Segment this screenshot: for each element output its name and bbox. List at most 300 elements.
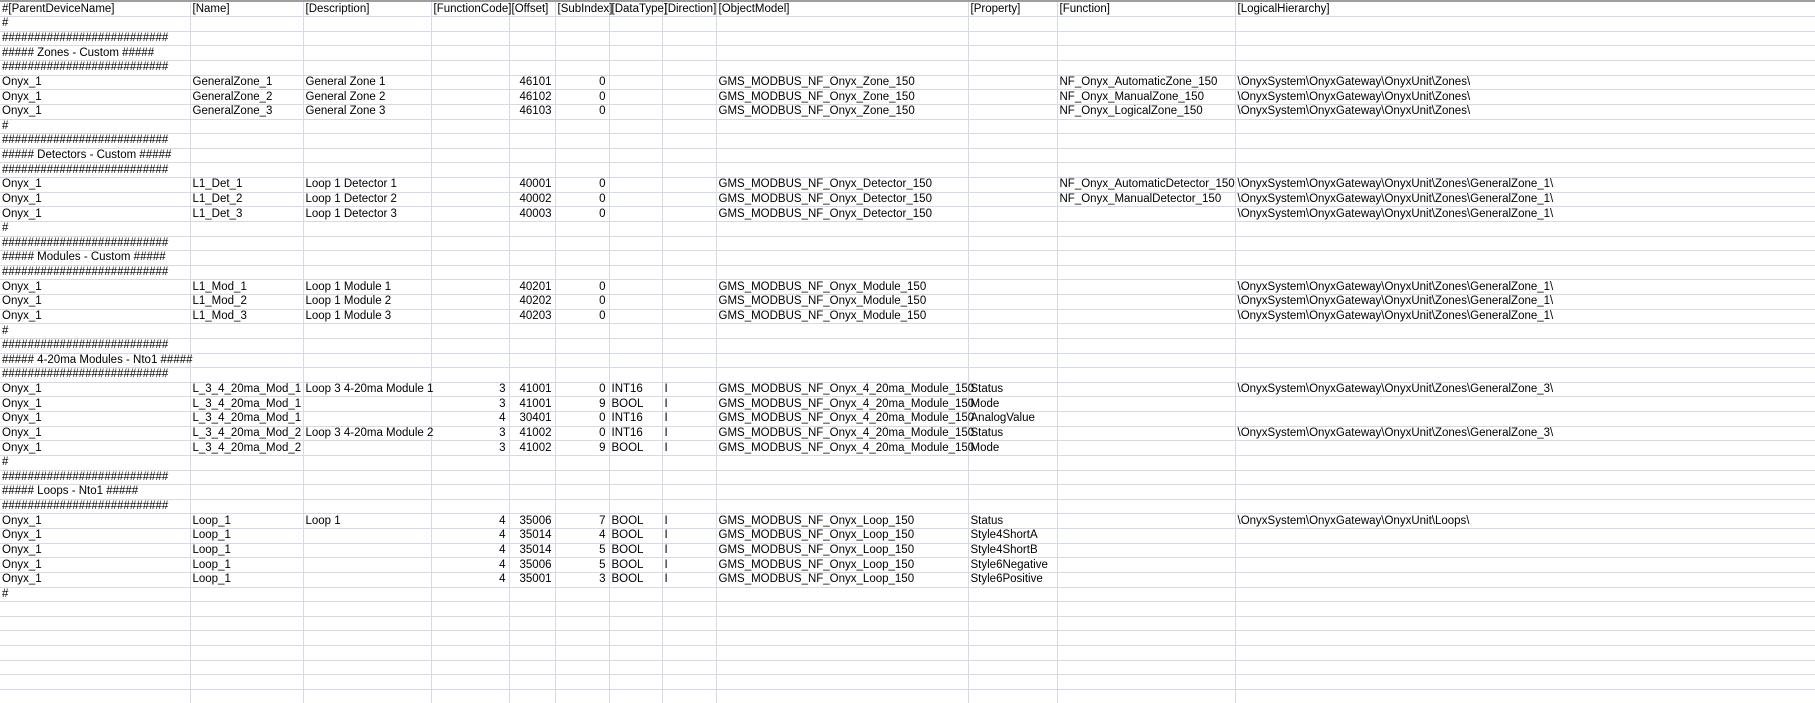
cell[interactable] xyxy=(968,689,1057,703)
cell[interactable] xyxy=(509,602,555,617)
cell[interactable] xyxy=(968,587,1057,602)
cell[interactable]: 0 xyxy=(555,90,609,105)
cell[interactable]: # xyxy=(0,17,190,32)
cell[interactable]: \OnyxSystem\OnyxGateway\OnyxUnit\Zones\ xyxy=(1235,104,1815,119)
cell[interactable]: 4 xyxy=(431,558,509,573)
cell[interactable]: 0 xyxy=(555,426,609,441)
cell[interactable] xyxy=(509,17,555,32)
cell[interactable]: Status xyxy=(968,514,1057,529)
cell[interactable] xyxy=(303,221,431,236)
cell[interactable] xyxy=(1057,455,1235,470)
cell[interactable] xyxy=(303,660,431,675)
cell[interactable] xyxy=(190,660,303,675)
cell[interactable] xyxy=(662,295,716,310)
cell[interactable]: Onyx_1 xyxy=(0,280,190,295)
cell[interactable]: BOOL xyxy=(609,543,662,558)
cell[interactable] xyxy=(662,207,716,222)
cell[interactable] xyxy=(190,134,303,149)
cell[interactable] xyxy=(1235,455,1815,470)
cell[interactable]: 4 xyxy=(555,529,609,544)
cell[interactable] xyxy=(303,631,431,646)
cell[interactable] xyxy=(609,602,662,617)
cell[interactable]: \OnyxSystem\OnyxGateway\OnyxUnit\Zones\GeneralZone_3\ xyxy=(1235,426,1815,441)
cell[interactable] xyxy=(968,616,1057,631)
cell[interactable] xyxy=(609,587,662,602)
cell[interactable] xyxy=(190,368,303,383)
cell[interactable] xyxy=(190,675,303,690)
cell[interactable] xyxy=(303,689,431,703)
cell[interactable]: BOOL xyxy=(609,529,662,544)
cell[interactable] xyxy=(1235,368,1815,383)
cell[interactable] xyxy=(662,455,716,470)
cell[interactable] xyxy=(1057,397,1235,412)
cell[interactable]: \OnyxSystem\OnyxGateway\OnyxUnit\Zones\GeneralZone_1\ xyxy=(1235,207,1815,222)
cell[interactable] xyxy=(716,602,968,617)
cell[interactable] xyxy=(509,689,555,703)
cell[interactable]: ########################## xyxy=(0,265,190,280)
cell[interactable] xyxy=(431,368,509,383)
cell[interactable] xyxy=(303,338,431,353)
cell[interactable] xyxy=(555,221,609,236)
cell[interactable] xyxy=(509,31,555,46)
cell[interactable]: 35006 xyxy=(509,514,555,529)
cell[interactable] xyxy=(1235,46,1815,61)
cell[interactable] xyxy=(1057,441,1235,456)
cell[interactable] xyxy=(1235,558,1815,573)
cell[interactable] xyxy=(716,675,968,690)
cell[interactable] xyxy=(303,558,431,573)
cell[interactable] xyxy=(509,499,555,514)
cell[interactable] xyxy=(968,353,1057,368)
cell[interactable] xyxy=(1057,31,1235,46)
cell[interactable] xyxy=(1057,207,1235,222)
cell[interactable] xyxy=(662,163,716,178)
cell[interactable]: INT16 xyxy=(609,382,662,397)
cell[interactable] xyxy=(431,178,509,193)
cell[interactable] xyxy=(1057,119,1235,134)
header-cell[interactable]: [SubIndex] xyxy=(555,2,609,17)
cell[interactable] xyxy=(1235,17,1815,32)
cell[interactable] xyxy=(609,265,662,280)
cell[interactable]: NF_Onyx_AutomaticDetector_150 xyxy=(1057,178,1235,193)
cell[interactable] xyxy=(1057,543,1235,558)
cell[interactable] xyxy=(431,46,509,61)
cell[interactable] xyxy=(716,338,968,353)
cell[interactable] xyxy=(968,265,1057,280)
cell[interactable]: Loop 1 Module 1 xyxy=(303,280,431,295)
cell[interactable]: L_3_4_20ma_Mod_1 xyxy=(190,412,303,427)
cell[interactable] xyxy=(555,470,609,485)
cell[interactable] xyxy=(555,251,609,266)
cell[interactable]: 3 xyxy=(431,397,509,412)
cell[interactable]: GMS_MODBUS_NF_Onyx_4_20ma_Module_150 xyxy=(716,426,968,441)
cell[interactable] xyxy=(968,602,1057,617)
cell[interactable] xyxy=(431,17,509,32)
cell[interactable] xyxy=(1057,660,1235,675)
cell[interactable] xyxy=(555,660,609,675)
cell[interactable]: Loop 1 Detector 2 xyxy=(303,192,431,207)
cell[interactable] xyxy=(1057,382,1235,397)
cell[interactable]: 0 xyxy=(555,178,609,193)
cell[interactable] xyxy=(662,499,716,514)
cell[interactable] xyxy=(509,675,555,690)
cell[interactable] xyxy=(431,324,509,339)
cell[interactable]: Loop_1 xyxy=(190,558,303,573)
cell[interactable]: Loop_1 xyxy=(190,572,303,587)
cell[interactable]: I xyxy=(662,397,716,412)
cell[interactable] xyxy=(509,470,555,485)
cell[interactable] xyxy=(303,646,431,661)
cell[interactable] xyxy=(968,46,1057,61)
cell[interactable] xyxy=(303,17,431,32)
cell[interactable] xyxy=(1235,236,1815,251)
cell[interactable]: General Zone 2 xyxy=(303,90,431,105)
cell[interactable] xyxy=(609,178,662,193)
cell[interactable] xyxy=(716,368,968,383)
cell[interactable] xyxy=(609,236,662,251)
cell[interactable]: Onyx_1 xyxy=(0,426,190,441)
cell[interactable]: ########################## xyxy=(0,134,190,149)
cell[interactable] xyxy=(609,90,662,105)
cell[interactable]: I xyxy=(662,529,716,544)
cell[interactable] xyxy=(509,46,555,61)
cell[interactable] xyxy=(431,134,509,149)
cell[interactable] xyxy=(303,353,431,368)
cell[interactable]: 0 xyxy=(555,75,609,90)
cell[interactable] xyxy=(431,236,509,251)
cell[interactable] xyxy=(662,470,716,485)
cell[interactable]: # xyxy=(0,455,190,470)
cell[interactable] xyxy=(1235,631,1815,646)
cell[interactable]: BOOL xyxy=(609,514,662,529)
header-cell[interactable]: [Function] xyxy=(1057,2,1235,17)
cell[interactable] xyxy=(968,485,1057,500)
cell[interactable] xyxy=(431,221,509,236)
cell[interactable] xyxy=(968,61,1057,76)
cell[interactable]: 40001 xyxy=(509,178,555,193)
cell[interactable]: BOOL xyxy=(609,558,662,573)
cell[interactable] xyxy=(968,280,1057,295)
cell[interactable] xyxy=(662,236,716,251)
cell[interactable]: 4 xyxy=(431,529,509,544)
cell[interactable]: 3 xyxy=(431,441,509,456)
cell[interactable]: Onyx_1 xyxy=(0,295,190,310)
cell[interactable] xyxy=(1235,353,1815,368)
cell[interactable] xyxy=(431,455,509,470)
cell[interactable] xyxy=(1057,602,1235,617)
cell[interactable] xyxy=(1235,441,1815,456)
cell[interactable] xyxy=(1235,543,1815,558)
cell[interactable]: GMS_MODBUS_NF_Onyx_4_20ma_Module_150 xyxy=(716,412,968,427)
cell[interactable] xyxy=(303,265,431,280)
cell[interactable]: 3 xyxy=(431,426,509,441)
cell[interactable] xyxy=(431,148,509,163)
cell[interactable] xyxy=(555,265,609,280)
cell[interactable]: GMS_MODBUS_NF_Onyx_Loop_150 xyxy=(716,543,968,558)
cell[interactable] xyxy=(662,192,716,207)
cell[interactable] xyxy=(1235,31,1815,46)
cell[interactable] xyxy=(662,221,716,236)
cell[interactable] xyxy=(303,368,431,383)
cell[interactable]: I xyxy=(662,412,716,427)
cell[interactable] xyxy=(609,46,662,61)
cell[interactable]: Loop 1 Detector 3 xyxy=(303,207,431,222)
cell[interactable]: 30401 xyxy=(509,412,555,427)
cell[interactable] xyxy=(662,689,716,703)
cell[interactable] xyxy=(555,689,609,703)
cell[interactable] xyxy=(609,295,662,310)
cell[interactable] xyxy=(716,221,968,236)
cell[interactable] xyxy=(968,163,1057,178)
cell[interactable] xyxy=(303,119,431,134)
cell[interactable] xyxy=(609,221,662,236)
cell[interactable] xyxy=(509,485,555,500)
cell[interactable] xyxy=(662,616,716,631)
cell[interactable] xyxy=(716,616,968,631)
cell[interactable] xyxy=(716,353,968,368)
cell[interactable]: \OnyxSystem\OnyxGateway\OnyxUnit\Zones\GeneralZone_1\ xyxy=(1235,192,1815,207)
cell[interactable] xyxy=(303,251,431,266)
cell[interactable]: AnalogValue xyxy=(968,412,1057,427)
cell[interactable]: 0 xyxy=(555,104,609,119)
cell[interactable] xyxy=(1057,572,1235,587)
cell[interactable] xyxy=(716,163,968,178)
cell[interactable]: 0 xyxy=(555,192,609,207)
cell[interactable]: GMS_MODBUS_NF_Onyx_Loop_150 xyxy=(716,529,968,544)
cell[interactable]: GMS_MODBUS_NF_Onyx_Module_150 xyxy=(716,280,968,295)
cell[interactable]: 3 xyxy=(555,572,609,587)
cell[interactable] xyxy=(968,104,1057,119)
cell[interactable] xyxy=(968,251,1057,266)
cell[interactable] xyxy=(190,485,303,500)
cell[interactable]: Onyx_1 xyxy=(0,441,190,456)
cell[interactable] xyxy=(716,470,968,485)
cell[interactable] xyxy=(431,207,509,222)
cell[interactable] xyxy=(1057,646,1235,661)
cell[interactable] xyxy=(1057,46,1235,61)
cell[interactable] xyxy=(303,470,431,485)
cell[interactable] xyxy=(555,646,609,661)
cell[interactable] xyxy=(1235,163,1815,178)
cell[interactable] xyxy=(662,61,716,76)
cell[interactable] xyxy=(509,660,555,675)
cell[interactable] xyxy=(968,119,1057,134)
cell[interactable] xyxy=(1057,280,1235,295)
cell[interactable]: Loop 1 xyxy=(303,514,431,529)
cell[interactable] xyxy=(509,119,555,134)
cell[interactable] xyxy=(555,163,609,178)
cell[interactable] xyxy=(716,119,968,134)
cell[interactable] xyxy=(555,148,609,163)
cell[interactable] xyxy=(716,148,968,163)
cell[interactable] xyxy=(1235,499,1815,514)
cell[interactable]: Onyx_1 xyxy=(0,75,190,90)
cell[interactable] xyxy=(968,148,1057,163)
cell[interactable]: Style4ShortA xyxy=(968,529,1057,544)
cell[interactable] xyxy=(968,324,1057,339)
cell[interactable]: L_3_4_20ma_Mod_2 xyxy=(190,426,303,441)
cell[interactable]: L1_Mod_2 xyxy=(190,295,303,310)
cell[interactable] xyxy=(431,31,509,46)
cell[interactable] xyxy=(1235,265,1815,280)
cell[interactable] xyxy=(662,485,716,500)
cell[interactable] xyxy=(968,75,1057,90)
cell[interactable] xyxy=(609,353,662,368)
cell[interactable]: 9 xyxy=(555,397,609,412)
cell[interactable] xyxy=(662,646,716,661)
cell[interactable] xyxy=(1057,61,1235,76)
cell[interactable]: GMS_MODBUS_NF_Onyx_Loop_150 xyxy=(716,558,968,573)
cell[interactable] xyxy=(716,265,968,280)
cell[interactable]: \OnyxSystem\OnyxGateway\OnyxUnit\Zones\GeneralZone_1\ xyxy=(1235,178,1815,193)
cell[interactable] xyxy=(431,192,509,207)
cell[interactable]: Style6Positive xyxy=(968,572,1057,587)
cell[interactable]: Onyx_1 xyxy=(0,309,190,324)
cell[interactable] xyxy=(968,221,1057,236)
cell[interactable]: GMS_MODBUS_NF_Onyx_4_20ma_Module_150 xyxy=(716,441,968,456)
cell[interactable] xyxy=(1057,499,1235,514)
cell[interactable] xyxy=(968,178,1057,193)
cell[interactable]: # xyxy=(0,587,190,602)
cell[interactable]: Onyx_1 xyxy=(0,412,190,427)
cell[interactable] xyxy=(190,163,303,178)
cell[interactable] xyxy=(190,236,303,251)
cell[interactable] xyxy=(509,251,555,266)
cell[interactable]: Onyx_1 xyxy=(0,104,190,119)
cell[interactable] xyxy=(1057,265,1235,280)
cell[interactable] xyxy=(431,485,509,500)
cell[interactable]: I xyxy=(662,426,716,441)
header-cell[interactable]: [LogicalHierarchy] xyxy=(1235,2,1815,17)
cell[interactable]: \OnyxSystem\OnyxGateway\OnyxUnit\Zones\ xyxy=(1235,90,1815,105)
cell[interactable]: 40003 xyxy=(509,207,555,222)
cell[interactable] xyxy=(555,46,609,61)
cell[interactable] xyxy=(509,353,555,368)
cell[interactable] xyxy=(1057,470,1235,485)
cell[interactable] xyxy=(662,602,716,617)
cell[interactable]: INT16 xyxy=(609,426,662,441)
cell[interactable] xyxy=(303,602,431,617)
cell[interactable] xyxy=(1235,675,1815,690)
cell[interactable] xyxy=(509,148,555,163)
cell[interactable] xyxy=(431,689,509,703)
cell[interactable] xyxy=(431,265,509,280)
cell[interactable]: \OnyxSystem\OnyxGateway\OnyxUnit\Zones\ xyxy=(1235,75,1815,90)
cell[interactable] xyxy=(1235,119,1815,134)
cell[interactable] xyxy=(190,587,303,602)
cell[interactable] xyxy=(662,17,716,32)
cell[interactable] xyxy=(609,119,662,134)
cell[interactable] xyxy=(431,61,509,76)
cell[interactable]: I xyxy=(662,572,716,587)
cell[interactable]: # xyxy=(0,119,190,134)
cell[interactable] xyxy=(303,412,431,427)
cell[interactable] xyxy=(1057,514,1235,529)
cell[interactable] xyxy=(1235,689,1815,703)
cell[interactable] xyxy=(190,31,303,46)
cell[interactable] xyxy=(0,631,190,646)
cell[interactable]: ########################## xyxy=(0,163,190,178)
cell[interactable] xyxy=(662,134,716,149)
cell[interactable]: 0 xyxy=(555,295,609,310)
cell[interactable] xyxy=(303,529,431,544)
cell[interactable] xyxy=(609,207,662,222)
cell[interactable] xyxy=(968,646,1057,661)
cell[interactable] xyxy=(662,265,716,280)
cell[interactable] xyxy=(609,485,662,500)
cell[interactable]: 4 xyxy=(431,514,509,529)
cell[interactable] xyxy=(716,46,968,61)
cell[interactable] xyxy=(190,221,303,236)
cell[interactable] xyxy=(509,265,555,280)
cell[interactable]: 40203 xyxy=(509,309,555,324)
cell[interactable] xyxy=(662,675,716,690)
cell[interactable]: GMS_MODBUS_NF_Onyx_Zone_150 xyxy=(716,75,968,90)
cell[interactable] xyxy=(190,646,303,661)
cell[interactable] xyxy=(303,572,431,587)
cell[interactable]: 0 xyxy=(555,412,609,427)
cell[interactable] xyxy=(609,104,662,119)
cell[interactable] xyxy=(303,455,431,470)
cell[interactable] xyxy=(303,587,431,602)
cell[interactable] xyxy=(716,587,968,602)
cell[interactable]: GeneralZone_3 xyxy=(190,104,303,119)
cell[interactable]: L1_Mod_1 xyxy=(190,280,303,295)
cell[interactable] xyxy=(1057,236,1235,251)
cell[interactable]: 46103 xyxy=(509,104,555,119)
cell[interactable] xyxy=(190,338,303,353)
cell[interactable]: Loop 3 4-20ma Module 1 xyxy=(303,382,431,397)
cell[interactable] xyxy=(968,295,1057,310)
header-cell[interactable]: [ObjectModel] xyxy=(716,2,968,17)
cell[interactable] xyxy=(1057,426,1235,441)
header-cell[interactable]: #[ParentDeviceName] xyxy=(0,2,190,17)
cell[interactable]: 41002 xyxy=(509,441,555,456)
cell[interactable]: Style4ShortB xyxy=(968,543,1057,558)
header-cell[interactable]: [Offset] xyxy=(509,2,555,17)
cell[interactable]: \OnyxSystem\OnyxGateway\OnyxUnit\Zones\GeneralZone_1\ xyxy=(1235,309,1815,324)
cell[interactable]: Status xyxy=(968,382,1057,397)
cell[interactable] xyxy=(190,470,303,485)
cell[interactable] xyxy=(968,236,1057,251)
cell[interactable] xyxy=(662,324,716,339)
cell[interactable]: 46102 xyxy=(509,90,555,105)
cell[interactable]: 5 xyxy=(555,543,609,558)
cell[interactable] xyxy=(431,251,509,266)
cell[interactable]: Loop 1 Module 3 xyxy=(303,309,431,324)
cell[interactable] xyxy=(609,75,662,90)
cell[interactable] xyxy=(968,455,1057,470)
cell[interactable] xyxy=(609,309,662,324)
cell[interactable] xyxy=(968,368,1057,383)
cell[interactable] xyxy=(509,221,555,236)
cell[interactable] xyxy=(555,602,609,617)
cell[interactable]: Loop_1 xyxy=(190,514,303,529)
cell[interactable]: GMS_MODBUS_NF_Onyx_Loop_150 xyxy=(716,514,968,529)
cell[interactable]: BOOL xyxy=(609,397,662,412)
cell[interactable] xyxy=(190,17,303,32)
cell[interactable] xyxy=(555,236,609,251)
header-cell[interactable]: [DataType] xyxy=(609,2,662,17)
cell[interactable] xyxy=(190,602,303,617)
cell[interactable]: GMS_MODBUS_NF_Onyx_Module_150 xyxy=(716,295,968,310)
cell[interactable] xyxy=(190,631,303,646)
cell[interactable] xyxy=(662,46,716,61)
cell[interactable] xyxy=(968,631,1057,646)
cell[interactable] xyxy=(555,134,609,149)
cell[interactable]: Onyx_1 xyxy=(0,207,190,222)
cell[interactable] xyxy=(662,251,716,266)
